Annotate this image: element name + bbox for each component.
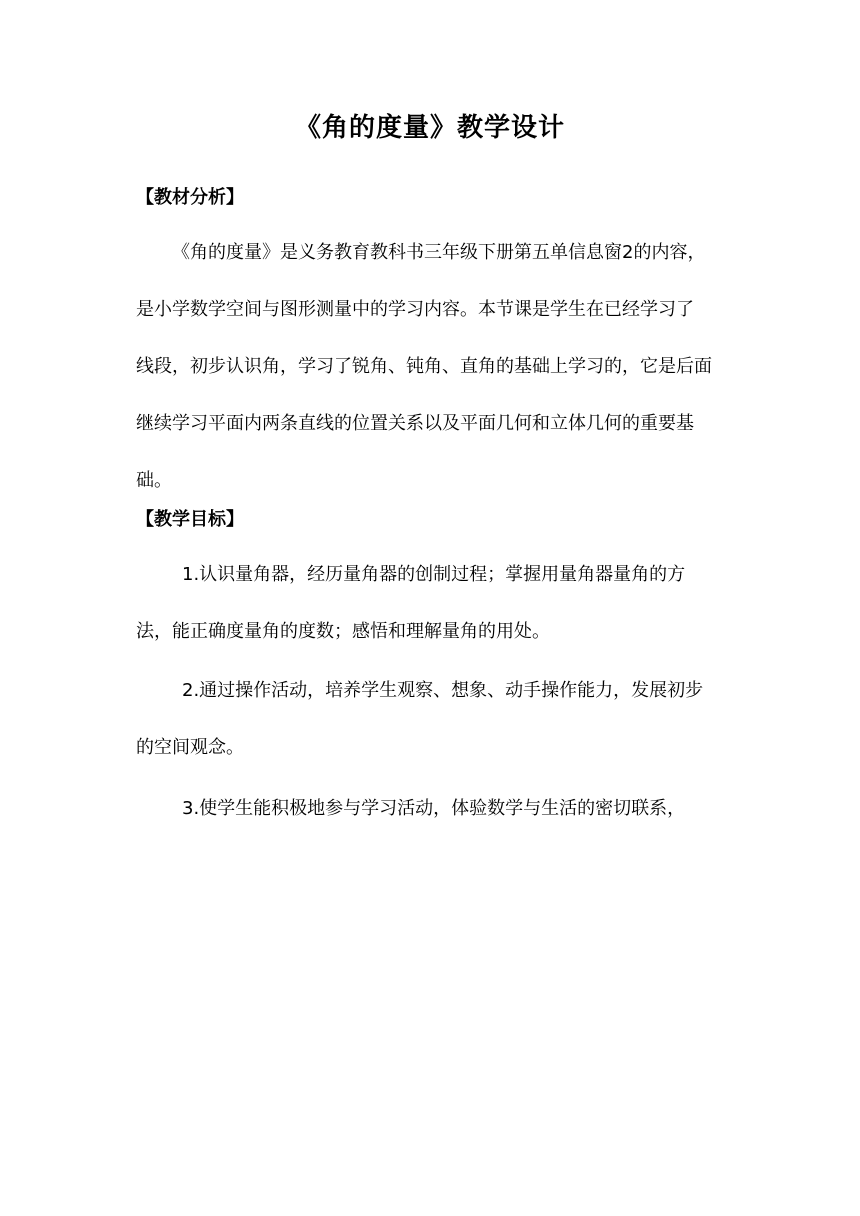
document-title: 《角的度量》教学设计 [294, 113, 565, 143]
paragraph-line: 继续学习平面内两条直线的位置关系以及平面几何和立体几何的重要基 [136, 413, 694, 434]
paragraph-line: 线段，初步认识角，学习了锐角、钝角、直角的基础上学习的，它是后面 [136, 356, 712, 377]
objective-item-3 [136, 780, 722, 837]
paragraph-line: 2.通过操作活动，培养学生观察、想象、动手操作能力，发展初步 [182, 680, 704, 701]
analysis-paragraph [136, 224, 722, 509]
paragraph-line: 1.认识量角器，经历量角器的创制过程；掌握用量角器量角的方 [182, 564, 686, 585]
paragraph-line: 的空间观念。 [136, 737, 244, 758]
paragraph-line: 《角的度量》是义务教育教科书三年级下册第五单信息窗2的内容， [172, 242, 706, 263]
paragraph-line: 法，能正确度量角的度数；感悟和理解量角的用处。 [136, 621, 550, 642]
section-heading-objectives: 【教学目标】 [136, 509, 244, 530]
section-heading-analysis: 【教材分析】 [136, 187, 244, 208]
paragraph-line: 3.使学生能积极地参与学习活动，体验数学与生活的密切联系， [182, 798, 686, 819]
paragraph-line: 础。 [136, 470, 172, 491]
objective-item-2 [136, 662, 722, 776]
objective-item-1 [136, 546, 722, 660]
paragraph-line: 是小学数学空间与图形测量中的学习内容。本节课是学生在已经学习了 [136, 299, 694, 320]
